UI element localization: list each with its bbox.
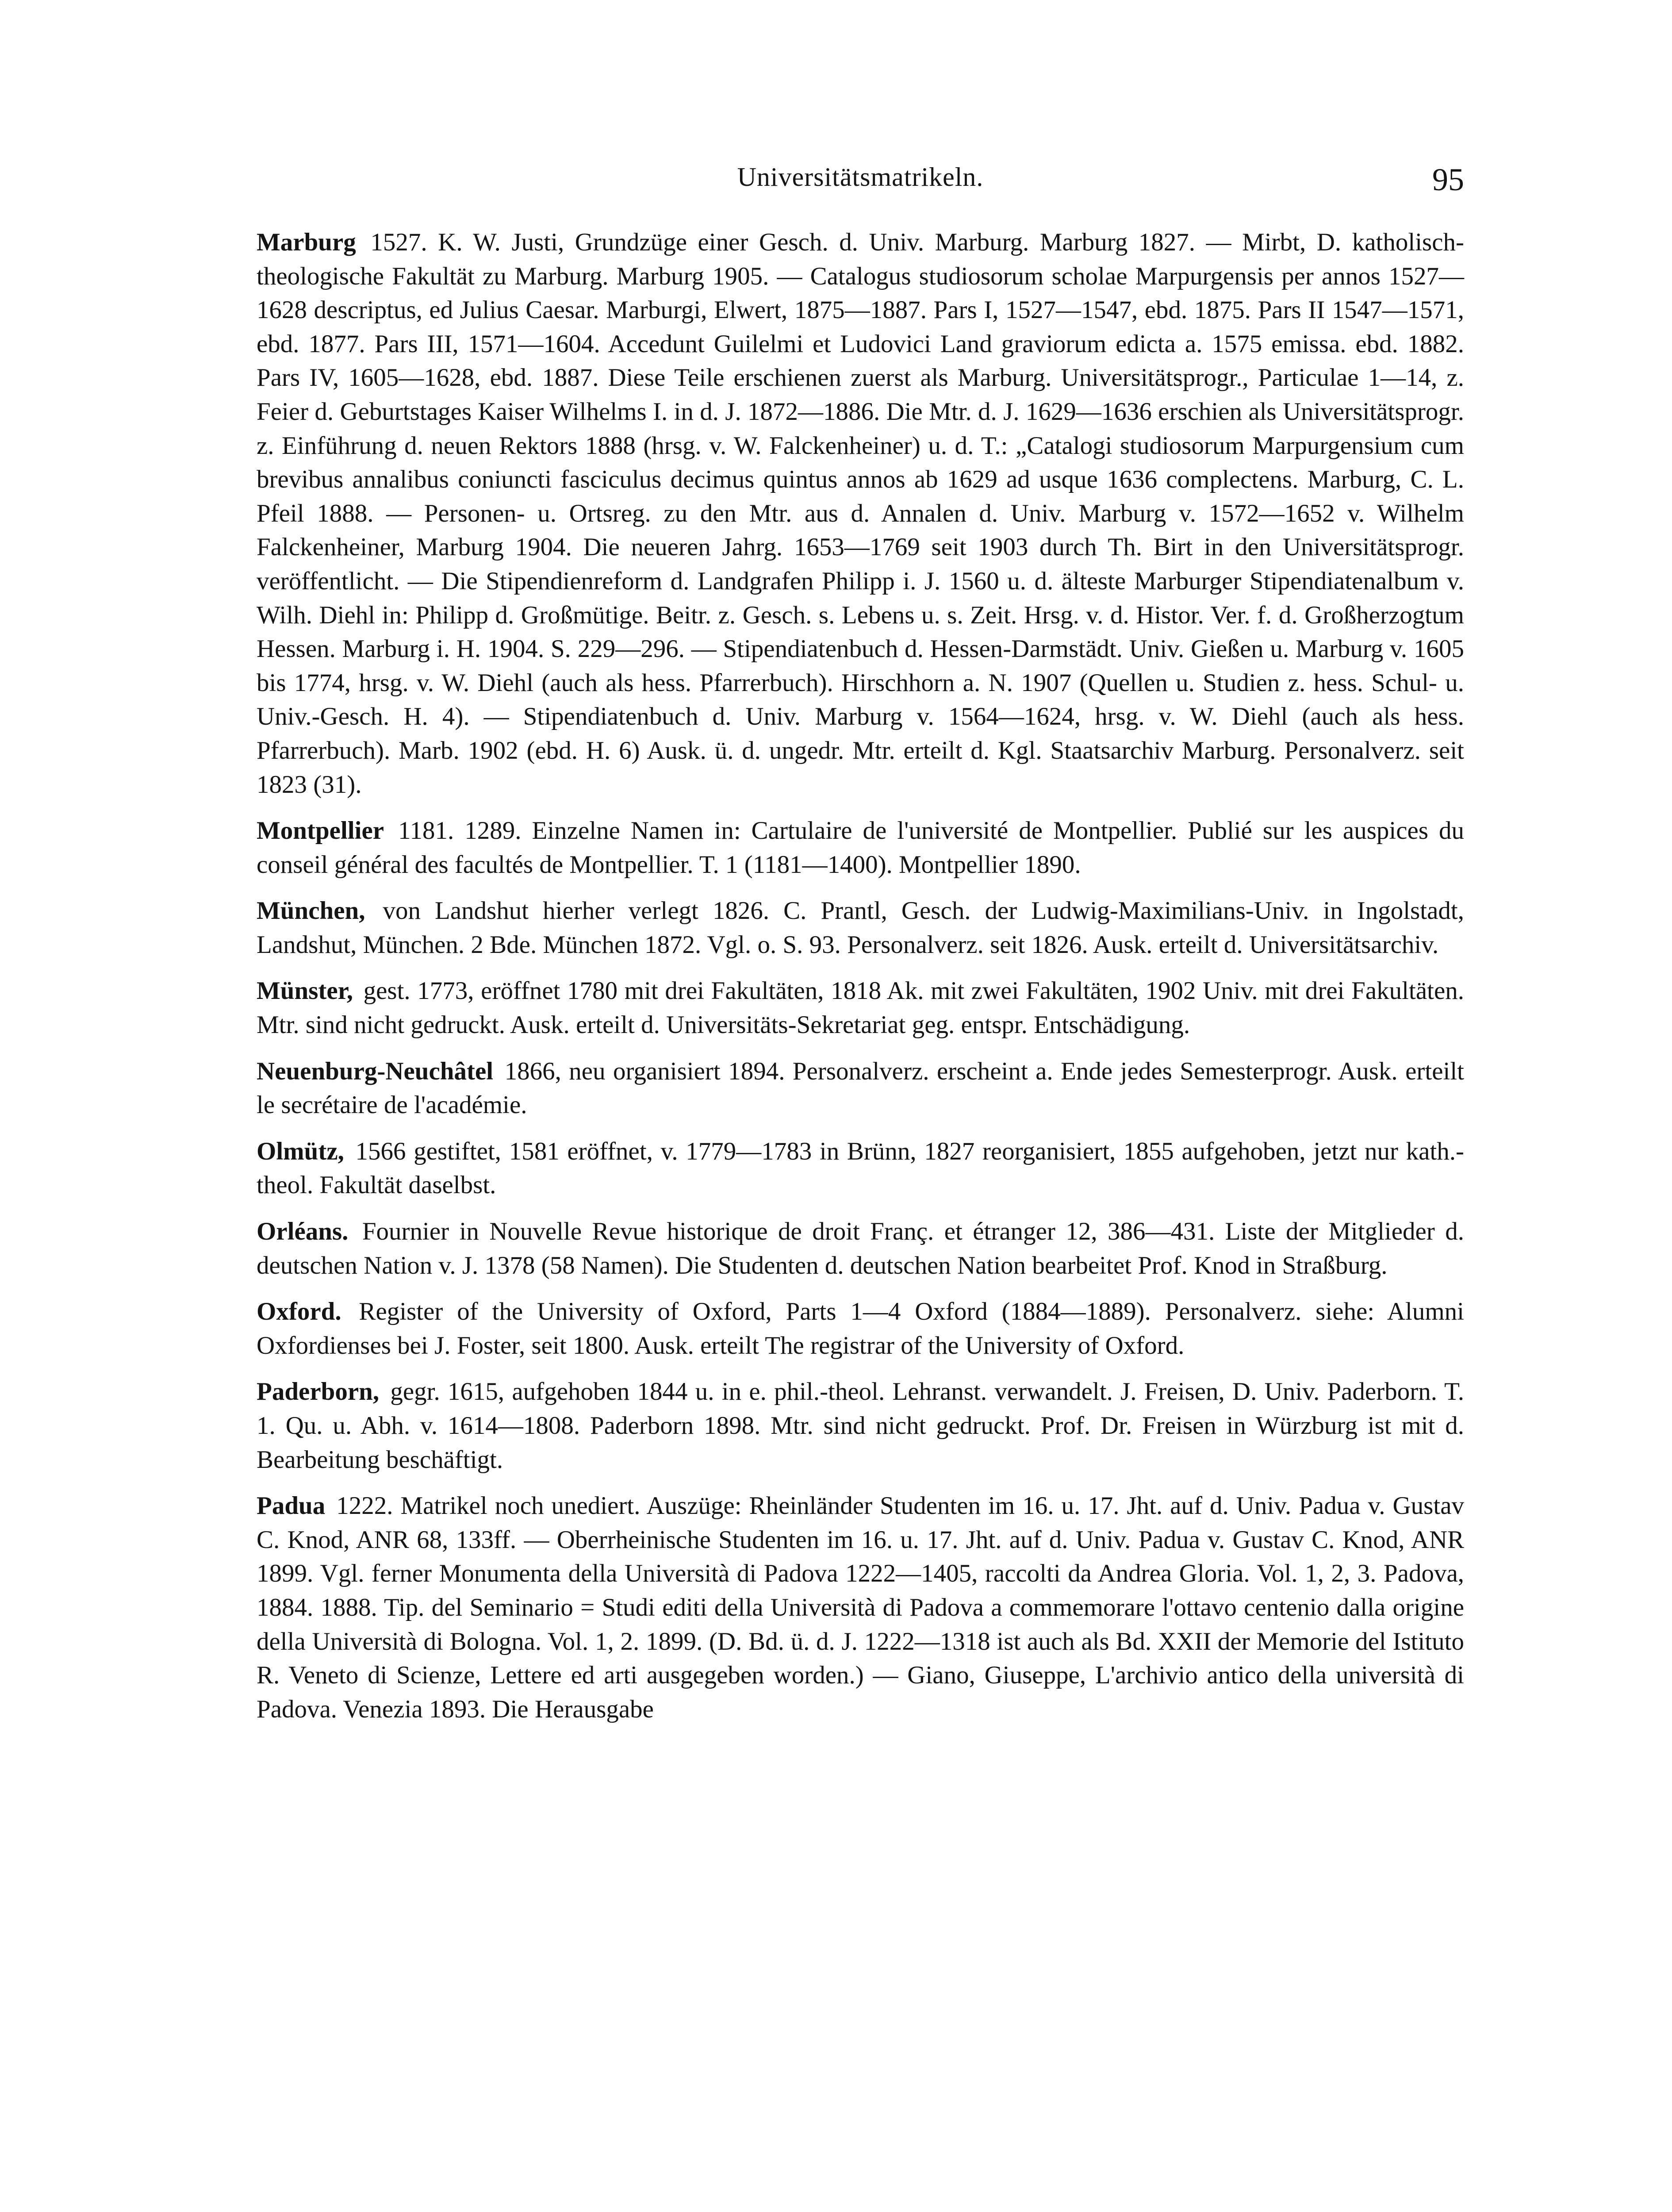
entry-montpellier bbox=[257, 814, 1464, 882]
entry-text-muenster: gest. 1773, eröffnet 1780 mit drei Fakultäten, 1818 Ak. mit zwei Fakultäten, 1902 Univ. mit drei Fakultäten. Mtr. sind nicht gedruckt. Ausk. erteilt d. Universitäts-Sekretariat geg. entspr. Entschädigung. bbox=[257, 977, 1464, 1039]
entry-lead-neuenburg: Neuenburg-Neuchâtel bbox=[257, 1057, 494, 1085]
entry-list bbox=[257, 226, 1464, 1726]
entry-marburg bbox=[257, 226, 1464, 802]
entry-text-orleans: Fournier in Nouvelle Revue historique de droit Franç. et étranger 12, 386—431. Liste der Mitglieder d. deutschen Nation v. J. 1378 (58 Namen). Die Studenten d. deutschen Nation bearbeitet Prof. Knod in Straßburg. bbox=[257, 1217, 1464, 1279]
entry-orleans bbox=[257, 1215, 1464, 1283]
entry-lead-orleans: Orléans. bbox=[257, 1217, 349, 1246]
entry-olmuetz bbox=[257, 1135, 1464, 1202]
entry-text-neuenburg: 1866, neu organisiert 1894. Personalverz. erscheint a. Ende jedes Semesterprogr. Ausk. erteilt le secrétaire de l'académie. bbox=[257, 1057, 1464, 1119]
entry-neuenburg bbox=[257, 1055, 1464, 1122]
entry-lead-padua: Padua bbox=[257, 1492, 326, 1520]
entry-text-paderborn: gegr. 1615, aufgehoben 1844 u. in e. phil.-theol. Lehranst. verwandelt. J. Freisen, D. Univ. Paderborn. T. 1. Qu. u. Abh. v. 1614—1808. Paderborn 1898. Mtr. sind nicht gedruckt. Prof. Dr. Freisen in Würzburg ist mit d. Bearbeitung beschäftigt. bbox=[257, 1378, 1464, 1474]
entry-oxford bbox=[257, 1295, 1464, 1363]
page-header bbox=[257, 150, 1464, 204]
entry-muenchen bbox=[257, 894, 1464, 962]
entry-lead-muenster: Münster, bbox=[257, 977, 353, 1005]
entry-paderborn bbox=[257, 1375, 1464, 1477]
entry-lead-montpellier: Montpellier bbox=[257, 817, 384, 845]
document-page bbox=[257, 150, 1464, 1739]
entry-text-marburg: 1527. K. W. Justi, Grundzüge einer Gesch. d. Univ. Marburg. Marburg 1827. — Mirbt, D. katholisch-theologische Fakultät zu Marburg. Marburg 1905. — Catalogus studiosorum scholae Marpurgensis per annos 1527—1628 descriptus, ed Julius Caesar. Marburgi, Elwert, 1875—1887. Pars I, 1527—1547, ebd. 1875. Pars II 1547—1571, ebd. 1877. Pars III, 1571—1604. Accedunt Guilelmi et Ludovici Land graviorum edicta a. 1575 emissa. ebd. 1882. Pars IV, 1605—1628, ebd. 1887. Diese Teile erschienen zuerst als Marburg. Universitätsprogr., Particulae 1—14, z. Feier d. Geburtstages Kaiser Wilhelms I. in d. J. 1872—1886. Die Mtr. d. J. 1629—1636 erschien als Universitätsprogr. z. Einführung d. neuen Rektors 1888 (hrsg. v. W. Falckenheiner) u. d. T.: „Catalogi studiosorum Marpurgensium cum brevibus annalibus coniuncti fasciculus decimus quintus annos ab 1629 ad usque 1636 complectens. Marburg, C. L. Pfeil 1888. — Personen- u. Ortsreg. zu den Mtr. aus d. Annalen d. Univ. Marburg v. 1572—1652 v. Wilhelm Falckenheiner, Marburg 1904. Die neueren Jahrg. 1653—1769 seit 1903 durch Th. Birt in den Universitätsprogr. veröffentlicht. — Die Stipendienreform d. Landgrafen Philipp i. J. 1560 u. d. älteste Marburger Stipendiatenalbum v. Wilh. Diehl in: Philipp d. Großmütige. Beitr. z. Gesch. s. Lebens u. s. Zeit. Hrsg. v. d. Histor. Ver. f. d. Großherzogtum Hessen. Marburg i. H. 1904. S. 229—296. — Stipendiatenbuch d. Hessen-Darmstädt. Univ. Gießen u. Marburg v. 1605 bis 1774, hrsg. v. W. Diehl (auch als hess. Pfarrerbuch). Hirschhorn a. N. 1907 (Quellen u. Studien z. hess. Schul- u. Univ.-Gesch. H. 4). — Stipendiatenbuch d. Univ. Marburg v. 1564—1624, hrsg. v. W. Diehl (auch als hess. Pfarrerbuch). Marb. 1902 (ebd. H. 6) Ausk. ü. d. ungedr. Mtr. erteilt d. Kgl. Staatsarchiv Marburg. Personalverz. seit 1823 (31). bbox=[257, 228, 1464, 799]
entry-text-olmuetz: 1566 gestiftet, 1581 eröffnet, v. 1779—1783 in Brünn, 1827 reorganisiert, 1855 aufgehoben, jetzt nur kath.-theol. Fakultät daselbst. bbox=[257, 1137, 1465, 1199]
entry-text-muenchen: von Landshut hierher verlegt 1826. C. Prantl, Gesch. der Ludwig-Maximilians-Univ. in Ingolstadt, Landshut, München. 2 Bde. München 1872. Vgl. o. S. 93. Personalverz. seit 1826. Ausk. erteilt d. Universitätsarchiv. bbox=[257, 897, 1465, 959]
entry-lead-muenchen: München, bbox=[257, 897, 365, 925]
entry-text-oxford: Register of the University of Oxford, Parts 1—4 Oxford (1884—1889). Personalverz. siehe: Alumni Oxfordienses bei J. Foster, seit 1800. Ausk. erteilt The registrar of the University of Oxford. bbox=[257, 1298, 1465, 1359]
entry-muenster bbox=[257, 974, 1464, 1042]
entry-lead-paderborn: Paderborn, bbox=[257, 1378, 380, 1406]
running-head: Universitätsmatrikeln. bbox=[737, 162, 984, 192]
entry-text-padua: 1222. Matrikel noch unediert. Auszüge: Rheinländer Studenten im 16. u. 17. Jht. auf d. Univ. Padua v. Gustav C. Knod, ANR 68, 133ff. — Oberrheinische Studenten im 16. u. 17. Jht. auf d. Univ. Padua v. Gustav C. Knod, ANR 1899. Vgl. ferner Monumenta della Università di Padova 1222—1405, raccolti da Andrea Gloria. Vol. 1, 2, 3. Padova, 1884. 1888. Tip. del Seminario = Studi editi della Università di Padova a commemorare l'ottavo centenio dalla origine della Università di Bologna. Vol. 1, 2. 1899. (D. Bd. ü. d. J. 1222—1318 ist auch als Bd. XXII der Memorie del Istituto R. Veneto di Scienze, Lettere ed arti ausgegeben worden.) — Giano, Giuseppe, L'archivio antico della università di Padova. Venezia 1893. Die Herausgabe bbox=[257, 1492, 1464, 1723]
entry-text-montpellier: 1181. 1289. Einzelne Namen in: Cartulaire de l'université de Montpellier. Publié sur les auspices du conseil général des facultés de Montpellier. T. 1 (1181—1400). Montpellier 1890. bbox=[257, 817, 1464, 879]
page-number: 95 bbox=[1432, 162, 1464, 197]
entry-lead-marburg: Marburg bbox=[257, 228, 356, 256]
entry-lead-olmuetz: Olmütz, bbox=[257, 1137, 344, 1165]
entry-lead-oxford: Oxford. bbox=[257, 1298, 341, 1326]
entry-padua bbox=[257, 1489, 1464, 1726]
